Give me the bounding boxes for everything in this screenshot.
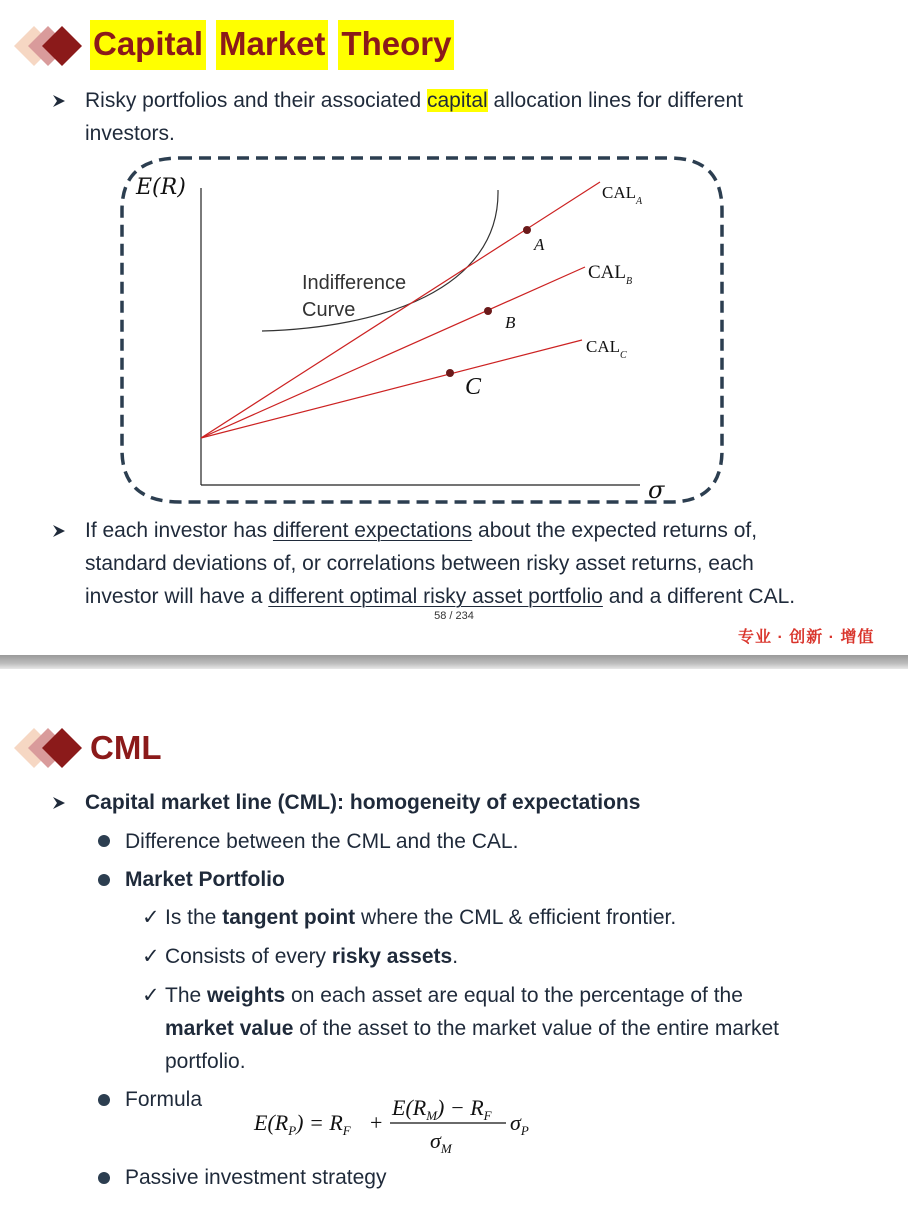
bullet2-line1: If each investor has different expectations about the expected returns of,	[85, 519, 758, 542]
check-icon: ✓	[142, 945, 160, 968]
x-axis-label: σ	[648, 476, 665, 504]
cal-c-line	[201, 340, 582, 438]
item-market-portfolio: Market Portfolio	[125, 868, 285, 891]
title-word-capital: Capital	[90, 20, 206, 70]
diamond-logo-icon	[14, 724, 84, 774]
svg-text:E(RM) − RF: $E(R_M) - R_F$	[392, 1095, 492, 1123]
arrow-bullet-icon	[52, 796, 66, 810]
cal-a-line	[201, 182, 600, 438]
svg-text:+: +	[370, 1110, 383, 1135]
item-difference: Difference between the CML and the CAL.	[125, 830, 519, 853]
bullet1-line1: Risky portfolios and their associated capital allocation lines for different	[85, 89, 743, 112]
arrow-bullet-icon	[52, 94, 66, 108]
slide-title-cml: CML	[90, 729, 162, 766]
svg-text:E(RP) = RF: $E(R_P) = R_F$	[254, 1110, 351, 1138]
arrow-bullet-icon	[52, 524, 66, 538]
page-separator	[0, 655, 908, 669]
slide-title	[90, 20, 454, 70]
point-c	[446, 369, 454, 377]
bullet-dot	[98, 1094, 110, 1106]
cml-heading: Capital market line (CML): homogeneity of expectations	[85, 791, 641, 814]
bullet-dot	[98, 874, 110, 886]
cal-b-label: $CAL_B$	[588, 262, 633, 287]
dashed-frame	[122, 158, 722, 502]
bullet-dot	[98, 1172, 110, 1184]
diamond-logo-icon	[14, 22, 84, 72]
point-a-label: A	[534, 235, 545, 254]
check-icon: ✓	[142, 906, 160, 929]
cal-chart	[110, 150, 740, 510]
underline-optimal-portfolio: different optimal risky asset portfolio	[268, 585, 603, 608]
check-item-risky-assets: Consists of every risky assets.	[165, 945, 459, 968]
y-axis-label: E(R)	[136, 175, 186, 200]
bullet-dot	[98, 835, 110, 847]
svg-text:σM: $\sigma_M$	[430, 1128, 452, 1156]
page-number: 58 / 234	[434, 610, 474, 622]
title-word-theory: Theory	[338, 20, 454, 70]
check-item-weights-line1: The weights on each asset are equal to the percentage of the	[165, 984, 743, 1007]
curve-label-line2: Curve	[302, 299, 356, 321]
item-passive: Passive investment strategy	[125, 1166, 387, 1189]
highlight-capital: capital	[427, 89, 488, 112]
cal-c-label: $CAL_C$	[586, 337, 627, 361]
bullet1-line2: investors.	[85, 122, 175, 145]
check-item-weights-line3: portfolio.	[165, 1050, 246, 1073]
item-formula: Formula	[125, 1088, 203, 1111]
point-b-label: B	[505, 313, 516, 332]
check-icon: ✓	[142, 984, 160, 1007]
bullet2-line3: investor will have a different optimal risky asset portfolio and a different CAL.	[85, 585, 796, 608]
bullet2-line2: standard deviations of, or correlations between risky asset returns, each	[85, 552, 754, 575]
point-b	[484, 307, 492, 315]
cml-formula	[250, 1090, 550, 1160]
cal-a-label: $CAL_A$	[602, 183, 643, 207]
point-a	[523, 226, 531, 234]
title-word-market: Market	[216, 20, 328, 70]
underline-different-expectations: different expectations	[272, 519, 473, 542]
indifference-curve	[262, 190, 498, 331]
curve-label-line1: Indifference	[302, 272, 407, 294]
svg-text:σP: $\sigma_P$	[510, 1110, 529, 1138]
check-item-weights-line2: market value of the asset to the market value of the entire market	[165, 1017, 780, 1040]
point-c-label: C	[465, 374, 482, 400]
check-item-tangent: Is the tangent point where the CML & efficient frontier.	[165, 906, 677, 929]
slogan: 专业 · 创新 · 增值	[738, 629, 875, 646]
